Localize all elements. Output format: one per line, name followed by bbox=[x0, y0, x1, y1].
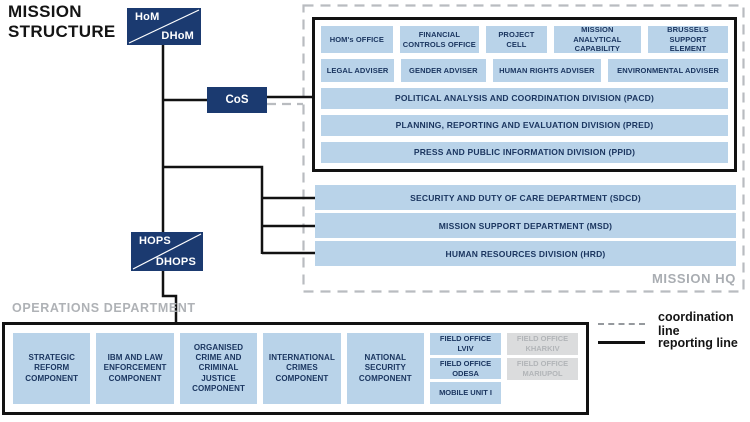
department-box-msd: MISSION SUPPORT DEPARTMENT (MSD) bbox=[315, 213, 736, 238]
legend bbox=[598, 309, 748, 352]
cos-box bbox=[207, 87, 267, 113]
hom-label: HoM bbox=[135, 11, 160, 23]
field-office-odesa: FIELD OFFICE ODESA bbox=[430, 358, 501, 380]
coordination-line-label: coordination line bbox=[658, 309, 734, 338]
reporting-line-sample bbox=[598, 341, 645, 344]
office-box-financial-controls: FINANCIAL CONTROLS OFFICE bbox=[400, 26, 479, 53]
hops-label: HOPS bbox=[139, 235, 171, 247]
mobile-unit-1: MOBILE UNIT I bbox=[430, 382, 501, 404]
division-box-pacd: POLITICAL ANALYSIS AND COORDINATION DIVISION (PACD) bbox=[321, 88, 728, 109]
adviser-box-human-rights: HUMAN RIGHTS ADVISER bbox=[493, 59, 602, 82]
hq-office-group bbox=[312, 17, 737, 172]
operations-department-label: OPERATIONS DEPARTMENT bbox=[12, 301, 196, 315]
component-box-organised-crime: ORGANISED CRIME AND CRIMINAL JUSTICE COMPONENT bbox=[180, 333, 257, 404]
division-box-ppid: PRESS AND PUBLIC INFORMATION DIVISION (PPID) bbox=[321, 142, 728, 163]
legend-row-reporting bbox=[598, 333, 748, 352]
reporting-line-label: reporting line bbox=[658, 335, 738, 350]
adviser-box-environmental: ENVIRONMENTAL ADVISER bbox=[608, 59, 728, 82]
dhops-label: DHOPS bbox=[155, 256, 196, 268]
adviser-box-gender: GENDER ADVISER bbox=[401, 59, 485, 82]
adviser-box-legal: LEGAL ADVISER bbox=[321, 59, 394, 82]
dhom-label: DHoM bbox=[161, 30, 194, 42]
advisers-row bbox=[321, 59, 728, 82]
component-box-national-security: NATIONAL SECURITY COMPONENT bbox=[347, 333, 424, 404]
department-box-sdcd: SECURITY AND DUTY OF CARE DEPARTMENT (SDCD) bbox=[315, 185, 736, 210]
offices-row bbox=[321, 26, 728, 53]
operations-box bbox=[2, 322, 589, 415]
office-box-hom-office: HOM's OFFICE bbox=[321, 26, 393, 53]
component-box-ibm-law-enforcement: IBM AND LAW ENFORCEMENT COMPONENT bbox=[96, 333, 173, 404]
field-offices-active-column bbox=[430, 333, 501, 404]
legend-row-coordination bbox=[598, 309, 748, 338]
field-office-kharkiv: FIELD OFFICE KHARKIV bbox=[507, 333, 578, 355]
mission-hq-label: MISSION HQ bbox=[651, 271, 736, 286]
field-office-mariupol: FIELD OFFICE MARIUPOL bbox=[507, 358, 578, 380]
component-box-strategic-reform: STRATEGIC REFORM COMPONENT bbox=[13, 333, 90, 404]
division-box-pred: PLANNING, REPORTING AND EVALUATION DIVISION (PRED) bbox=[321, 115, 728, 136]
department-box-hrd: HUMAN RESOURCES DIVISION (HRD) bbox=[315, 241, 736, 266]
page-title: MISSION STRUCTURE bbox=[8, 2, 116, 42]
hom-dhom-box bbox=[127, 8, 201, 45]
hops-dhops-box bbox=[131, 232, 203, 271]
field-office-lviv: FIELD OFFICE LVIV bbox=[430, 333, 501, 355]
cos-label: CoS bbox=[225, 94, 249, 106]
component-box-international-crimes: INTERNATIONAL CRIMES COMPONENT bbox=[263, 333, 340, 404]
field-offices-inactive-column bbox=[507, 333, 578, 404]
office-box-project-cell: PROJECT CELL bbox=[486, 26, 547, 53]
office-box-brussels-support: BRUSSELS SUPPORT ELEMENT bbox=[648, 26, 728, 53]
coordination-line-sample bbox=[598, 323, 645, 325]
office-box-mission-analytical: MISSION ANALYTICAL CAPABILITY bbox=[554, 26, 641, 53]
